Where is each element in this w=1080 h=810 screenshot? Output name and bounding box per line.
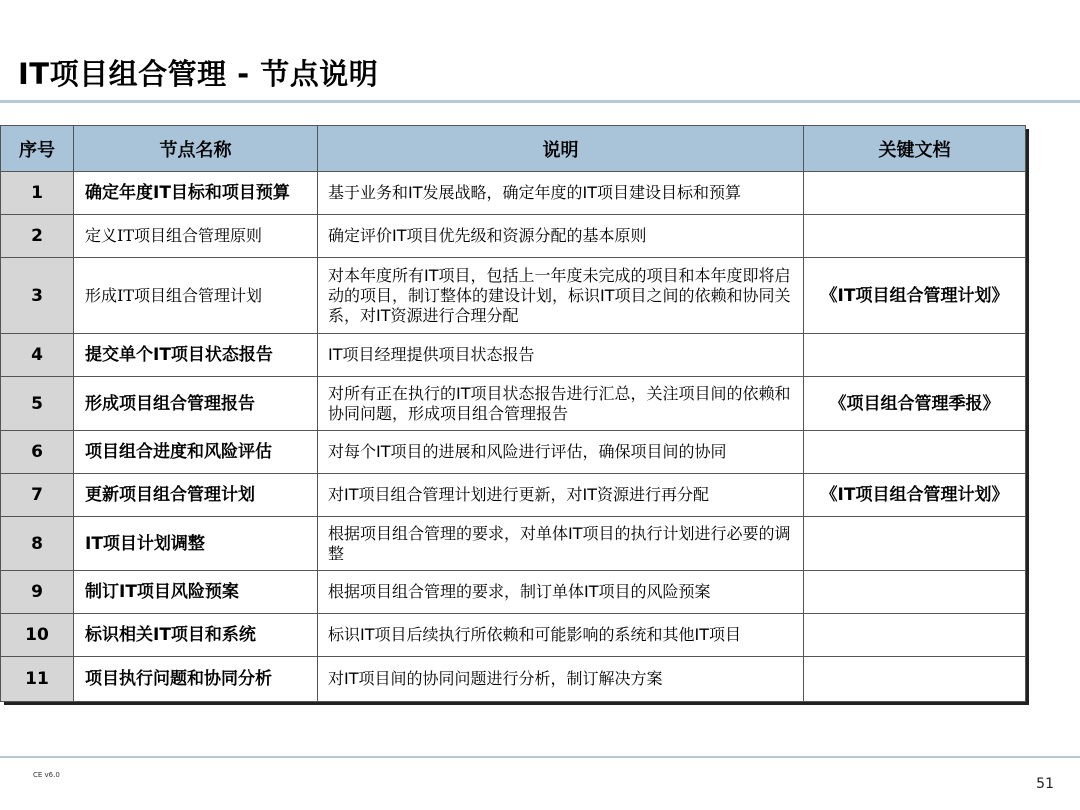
node-description-table — [0, 125, 1026, 702]
row-node-name: 提交单个IT项目状态报告 — [74, 334, 318, 377]
row-node-name: 项目组合进度和风险评估 — [74, 431, 318, 474]
row-key-doc — [804, 517, 1026, 571]
table-row — [1, 215, 1026, 258]
row-no: 10 — [1, 614, 74, 657]
row-no: 1 — [1, 172, 74, 215]
header-node-name: 节点名称 — [74, 126, 318, 172]
row-description: 对每个IT项目的进展和风险进行评估，确保项目间的协同 — [318, 431, 804, 474]
row-no: 4 — [1, 334, 74, 377]
row-node-name: 形成项目组合管理报告 — [74, 377, 318, 431]
table-row — [1, 377, 1026, 431]
footer-version-tag: CE v6.0 — [33, 771, 60, 779]
page-title: IT项目组合管理 - 节点说明 — [18, 57, 379, 91]
row-description: 标识IT项目后续执行所依赖和可能影响的系统和其他IT项目 — [318, 614, 804, 657]
table-row — [1, 571, 1026, 614]
row-no: 7 — [1, 474, 74, 517]
header-description: 说明 — [318, 126, 804, 172]
row-node-name: 更新项目组合管理计划 — [74, 474, 318, 517]
row-key-doc: 《项目组合管理季报》 — [804, 377, 1026, 431]
row-description: 对所有正在执行的IT项目状态报告进行汇总，关注项目间的依赖和协同问题，形成项目组合管理报告 — [318, 377, 804, 431]
table-row — [1, 334, 1026, 377]
row-no: 9 — [1, 571, 74, 614]
table-row — [1, 172, 1026, 215]
footer-divider — [0, 756, 1080, 758]
row-node-name: 形成IT项目组合管理计划 — [74, 258, 318, 334]
row-key-doc — [804, 431, 1026, 474]
row-no: 5 — [1, 377, 74, 431]
row-key-doc — [804, 172, 1026, 215]
row-node-name: 项目执行问题和协同分析 — [74, 657, 318, 702]
row-no: 8 — [1, 517, 74, 571]
table-header-row — [1, 126, 1026, 172]
title-divider — [0, 100, 1080, 103]
row-node-name: 确定年度IT目标和项目预算 — [74, 172, 318, 215]
row-no: 3 — [1, 258, 74, 334]
row-description: 对本年度所有IT项目，包括上一年度未完成的项目和本年度即将启动的项目，制订整体的建设计划，标识IT项目之间的依赖和协同关系，对IT资源进行合理分配 — [318, 258, 804, 334]
row-node-name: 标识相关IT项目和系统 — [74, 614, 318, 657]
header-key-docs: 关键文档 — [804, 126, 1026, 172]
row-key-doc — [804, 215, 1026, 258]
node-table-container — [0, 125, 1029, 705]
row-description: 对IT项目间的协同问题进行分析，制订解决方案 — [318, 657, 804, 702]
row-key-doc — [804, 334, 1026, 377]
row-description: IT项目经理提供项目状态报告 — [318, 334, 804, 377]
row-key-doc: 《IT项目组合管理计划》 — [804, 474, 1026, 517]
row-node-name: 制订IT项目风险预案 — [74, 571, 318, 614]
row-description: 对IT项目组合管理计划进行更新，对IT资源进行再分配 — [318, 474, 804, 517]
table-row — [1, 474, 1026, 517]
row-key-doc — [804, 614, 1026, 657]
row-description: 基于业务和IT发展战略，确定年度的IT项目建设目标和预算 — [318, 172, 804, 215]
table-row — [1, 258, 1026, 334]
row-description: 根据项目组合管理的要求，对单体IT项目的执行计划进行必要的调整 — [318, 517, 804, 571]
row-node-name: 定义IT项目组合管理原则 — [74, 215, 318, 258]
page-number: 51 — [1036, 776, 1054, 792]
row-node-name: IT项目计划调整 — [74, 517, 318, 571]
table-row — [1, 657, 1026, 702]
table-row — [1, 517, 1026, 571]
table-row — [1, 431, 1026, 474]
row-no: 6 — [1, 431, 74, 474]
row-key-doc: 《IT项目组合管理计划》 — [804, 258, 1026, 334]
row-key-doc — [804, 571, 1026, 614]
row-no: 2 — [1, 215, 74, 258]
row-key-doc — [804, 657, 1026, 702]
row-no: 11 — [1, 657, 74, 702]
header-no: 序号 — [1, 126, 74, 172]
row-description: 确定评价IT项目优先级和资源分配的基本原则 — [318, 215, 804, 258]
table-row — [1, 614, 1026, 657]
row-description: 根据项目组合管理的要求，制订单体IT项目的风险预案 — [318, 571, 804, 614]
